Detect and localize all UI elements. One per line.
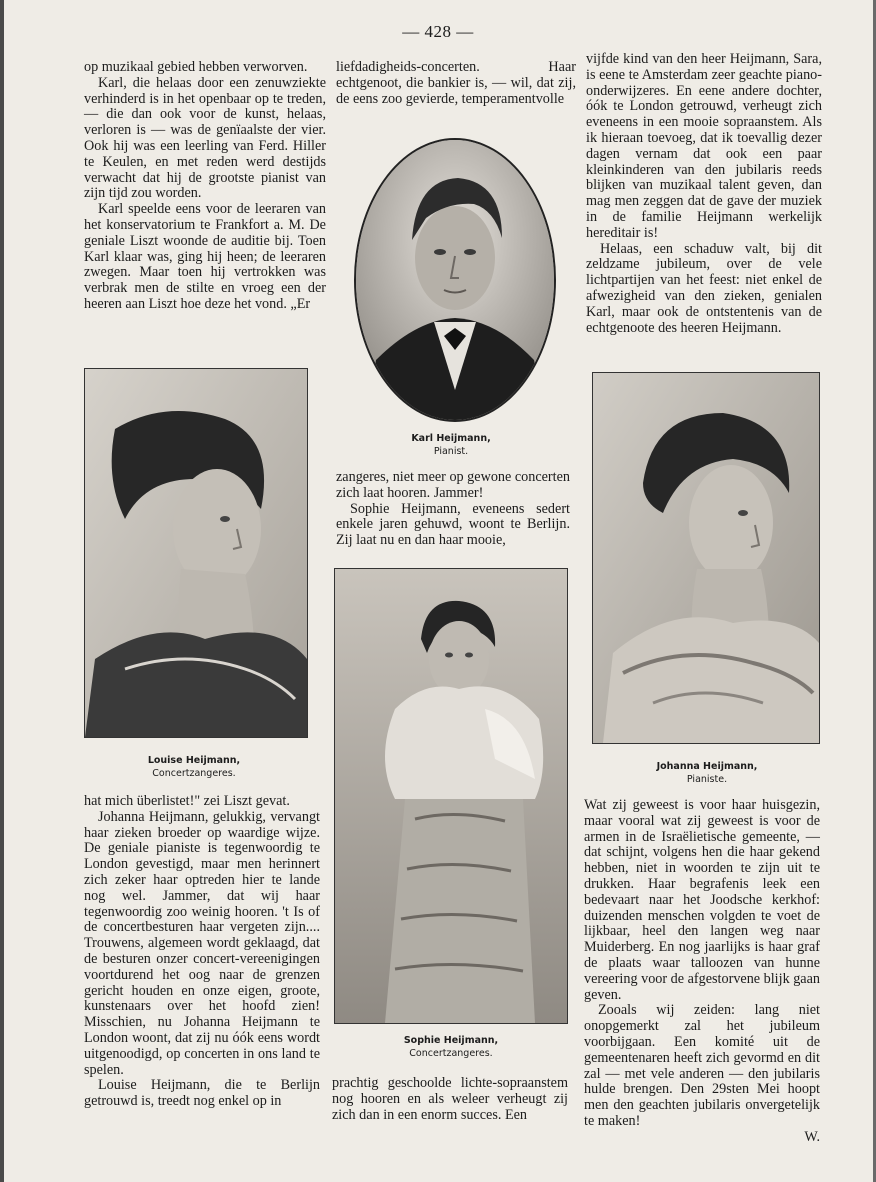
paragraph: Wat zij geweest is voor haar huisgezin, maar vooral wat zij geweest is voor de armen in de Israëlietische gemeente, — dat schijnt, volgens hen die haar gekend hebben, niet in woorden te zijn uit te drukken. Haar begrafenis leek een bedevaart naar het Joodsche kerkhof: duizenden menschen volgden te voet de lijkbaar, heel den langen weg naar Muiderberg. En nog jaarlijks is haar graf de plaats waar talloozen van hunne vereering voor de afgestorvene blijk gaan geven. <box>584 797 820 1003</box>
paragraph: vijfde kind van den heer Heijmann, Sara, is eene te Amsterdam zeer geachte piano-onderwijzeres. En eene andere dochter, óók te London getrouwd, verheugt zich eveneens in een mooie sopraanstem. Als ik hieraan toevoeg, dat ik toevallig dezer dagen vernam dat ook een paar kleinkinderen van den jubilaris reeds blijken van muzikaal talent geven, dan mag men zeggen dat de gave der muziek in de familie Heijmann werkelijk hereditair is! <box>586 51 822 241</box>
page-number: — 428 — <box>402 22 474 41</box>
text-column-right-bottom <box>584 798 820 1146</box>
caption-name: Karl Heijmann, <box>411 433 491 444</box>
paragraph: liefdadigheids-concerten. Haar echtgenoot, die bankier is, — wil, dat zij, de eens zoo gevierde, temperamentvolle <box>336 59 576 107</box>
text-column-middle-center <box>336 470 570 549</box>
caption-name: Johanna Heijmann, <box>656 761 758 772</box>
caption-name: Sophie Heijmann, <box>403 1035 499 1046</box>
text-column-middle-top <box>336 60 576 107</box>
caption-karl <box>376 432 526 458</box>
paragraph: Sophie Heijmann, eveneens sedert enkele jaren gehuwd, woont te Berlijn. Zij laat nu en dan haar mooie, <box>336 500 570 549</box>
paragraph: Karl, die helaas door een zenuwziekte verhinderd is in het openbaar op te treden, — die dan ook voor de kunst, helaas, verloren is — was de genïaalste der vier. Ook hij was een leerling van Ferd. Hiller te Keulen, en met reden werd destijds verwacht dat hij de grootste pianist van zijn tijd zou worden. <box>84 74 326 202</box>
caption-johanna <box>630 760 784 786</box>
portrait-louise-heijmann <box>84 368 308 738</box>
text-column-left-top <box>84 60 326 313</box>
paragraph: zangeres, niet meer op gewone concerten zich laat hooren. Jammer! <box>336 469 570 501</box>
paragraph: Zooals wij zeiden: lang niet onopgemerkt zal het jubileum voorbijgaan. Een komité uit de gemeentenaren heeft zich gevormd en dit zal — met vele anderen — den jubilaris hulde brengen. Den 29sten Mei hoopt men den geachten jubilaris onvergetelijk te maken! <box>584 1002 820 1129</box>
scan-edge-left <box>0 0 4 1182</box>
paragraph: hat mich überlistet!" zei Liszt gevat. <box>84 793 290 809</box>
caption-role: Pianist. <box>433 446 469 457</box>
paragraph: Louise Heijmann, die te Berlijn getrouwd is, treedt nog enkel op in <box>84 1077 320 1110</box>
caption-role: Pianiste. <box>686 774 728 785</box>
paragraph: Helaas, een schaduw valt, bij dit zeldzame jubileum, over de vele lichtpartijen van het feest: niet enkel de afwezigheid van den zieken, genialen Karl, maar ook de ontstentenis van de echtgenoote des heeren Heijmann. <box>586 240 822 336</box>
portrait-johanna-heijmann <box>592 372 820 744</box>
caption-role: Concertzangeres. <box>152 768 236 779</box>
paragraph: op muzikaal gebied hebben verworven. <box>84 59 308 75</box>
caption-sophie <box>376 1034 526 1060</box>
portrait-karl-heijmann <box>354 138 556 422</box>
caption-louise <box>110 754 278 780</box>
paragraph: Johanna Heijmann, gelukkig, vervangt haar zieken broeder op waardige wijze. De geniale pianiste is tegenwoordig te London gevestigd, maar men herinnert zich zeker haar optreden hier te lande nog wel. Jammer, dat wij haar tegenwoordig zoo weinig hooren. 't Is of de concertbesturen haar vergeten zijn.... Trouwens, algemeen wordt geklaagd, dat de besturen onzer concert-vereenigingen voortdurend het oog naar de grenzen gericht houden en onze eigen, groote, kunstenaars over het hoofd zien! Misschien, nu Johanna Heijmann te London woont, dat zij nu óók eens wordt uitgenoodigd, op concerten in ons land te spelen. <box>84 808 320 1078</box>
caption-name: Louise Heijmann, <box>147 755 241 766</box>
text-column-right-top <box>586 52 822 336</box>
paragraph: W. <box>804 1128 820 1145</box>
text-column-middle-bottom <box>332 1076 568 1123</box>
portrait-sophie-heijmann <box>334 568 568 1024</box>
paragraph: Karl speelde eens voor de leeraren van het konservatorium te Frankfort a. M. De geniale Liszt woonde de auditie bij. Toen Karl klaar was, ging hij heen; de leeraren zwegen. Maar toen hij vertrokken was verbrak men de stilte en vroeg een der heeren aan Liszt hoe deze het vond. „Er <box>84 201 326 312</box>
text-column-left-bottom <box>84 794 320 1110</box>
caption-role: Concertzangeres. <box>409 1048 493 1059</box>
paragraph: prachtig geschoolde lichte-sopraanstem nog hooren en als weleer verheugt zij zich dan in een enorm succes. Een <box>332 1075 568 1123</box>
